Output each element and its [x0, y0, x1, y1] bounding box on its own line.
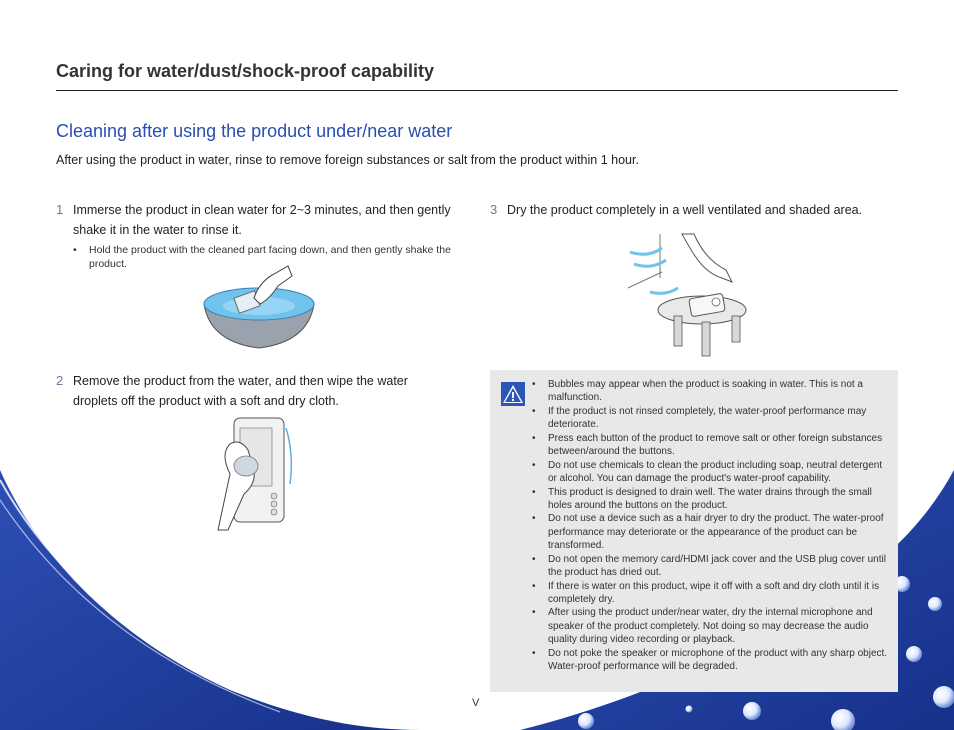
warning-triangle-icon	[501, 382, 525, 406]
step-3	[490, 200, 910, 220]
bullet-icon: •	[73, 244, 77, 256]
caution-notes-list	[528, 378, 890, 674]
cleaning-subtitle: Cleaning after using the product under/near water	[56, 121, 453, 141]
list-item: • Do not open the memory card/HDMI jack cover and the USB plug cover until the product has dried out.	[532, 553, 886, 578]
list-item: • If there is water on this product, wipe it off with a soft and dry cloth until it is completely dry.	[532, 580, 880, 605]
caution-notes-box	[490, 370, 898, 692]
step-3-number: 3	[490, 202, 498, 217]
list-item: • Do not use chemicals to clean the product including soap, neutral detergent or alcohol. You can damage the product's water-proof capability.	[532, 459, 883, 484]
page-number: V	[472, 697, 480, 709]
step-2-number: 2	[56, 373, 64, 388]
wiping-camera-illustration	[214, 414, 304, 534]
list-item: • Do not use a device such as a hair dryer to dry the product. The water-proof performance may deteriorate or the appearance of the product can be transformed.	[532, 513, 884, 552]
list-item: • Do not poke the speaker or microphone of the product with any sharp object. Water-proof performance will be degraded.	[532, 647, 888, 672]
list-item: • After using the product under/near water, dry the internal microphone and speaker of the product completely. Not doing so may decrease the audio quality during video recording or playback.	[532, 607, 873, 646]
drying-on-table-illustration	[622, 232, 768, 358]
list-item: • Bubbles may appear when the product is soaking in water. This is not a malfunction.	[532, 379, 863, 404]
step-2	[56, 371, 451, 411]
step-1	[56, 200, 451, 240]
step-3-text: Dry the product completely in a well ventilated and shaded area.	[507, 203, 863, 217]
step-1-text: Immerse the product in clean water for 2~3 minutes, and then gently shake it in the water to rinse it.	[73, 203, 451, 237]
step-2-text: Remove the product from the water, and then wipe the water droplets off the product with a soft and dry cloth.	[73, 374, 408, 408]
list-item: • Press each button of the product to remove salt or other foreign substances between/around the buttons.	[532, 432, 883, 458]
intro-paragraph: After using the product in water, rinse to remove foreign substances or salt from the product within 1 hour.	[56, 153, 639, 167]
rinsing-in-bowl-illustration	[196, 264, 322, 354]
list-item: • If the product is not rinsed completely, the water-proof performance may deteriorate.	[532, 405, 867, 431]
step-1-bullet-text: Hold the product with the cleaned part facing down, and then gently shake the product.	[89, 244, 451, 270]
list-item: • This product is designed to drain well. The water drains through the small holes around the buttons on the product.	[532, 486, 872, 511]
page-section-title: Caring for water/dust/shock-proof capability	[56, 61, 435, 81]
title-divider	[56, 90, 898, 91]
step-1-number: 1	[56, 202, 64, 217]
